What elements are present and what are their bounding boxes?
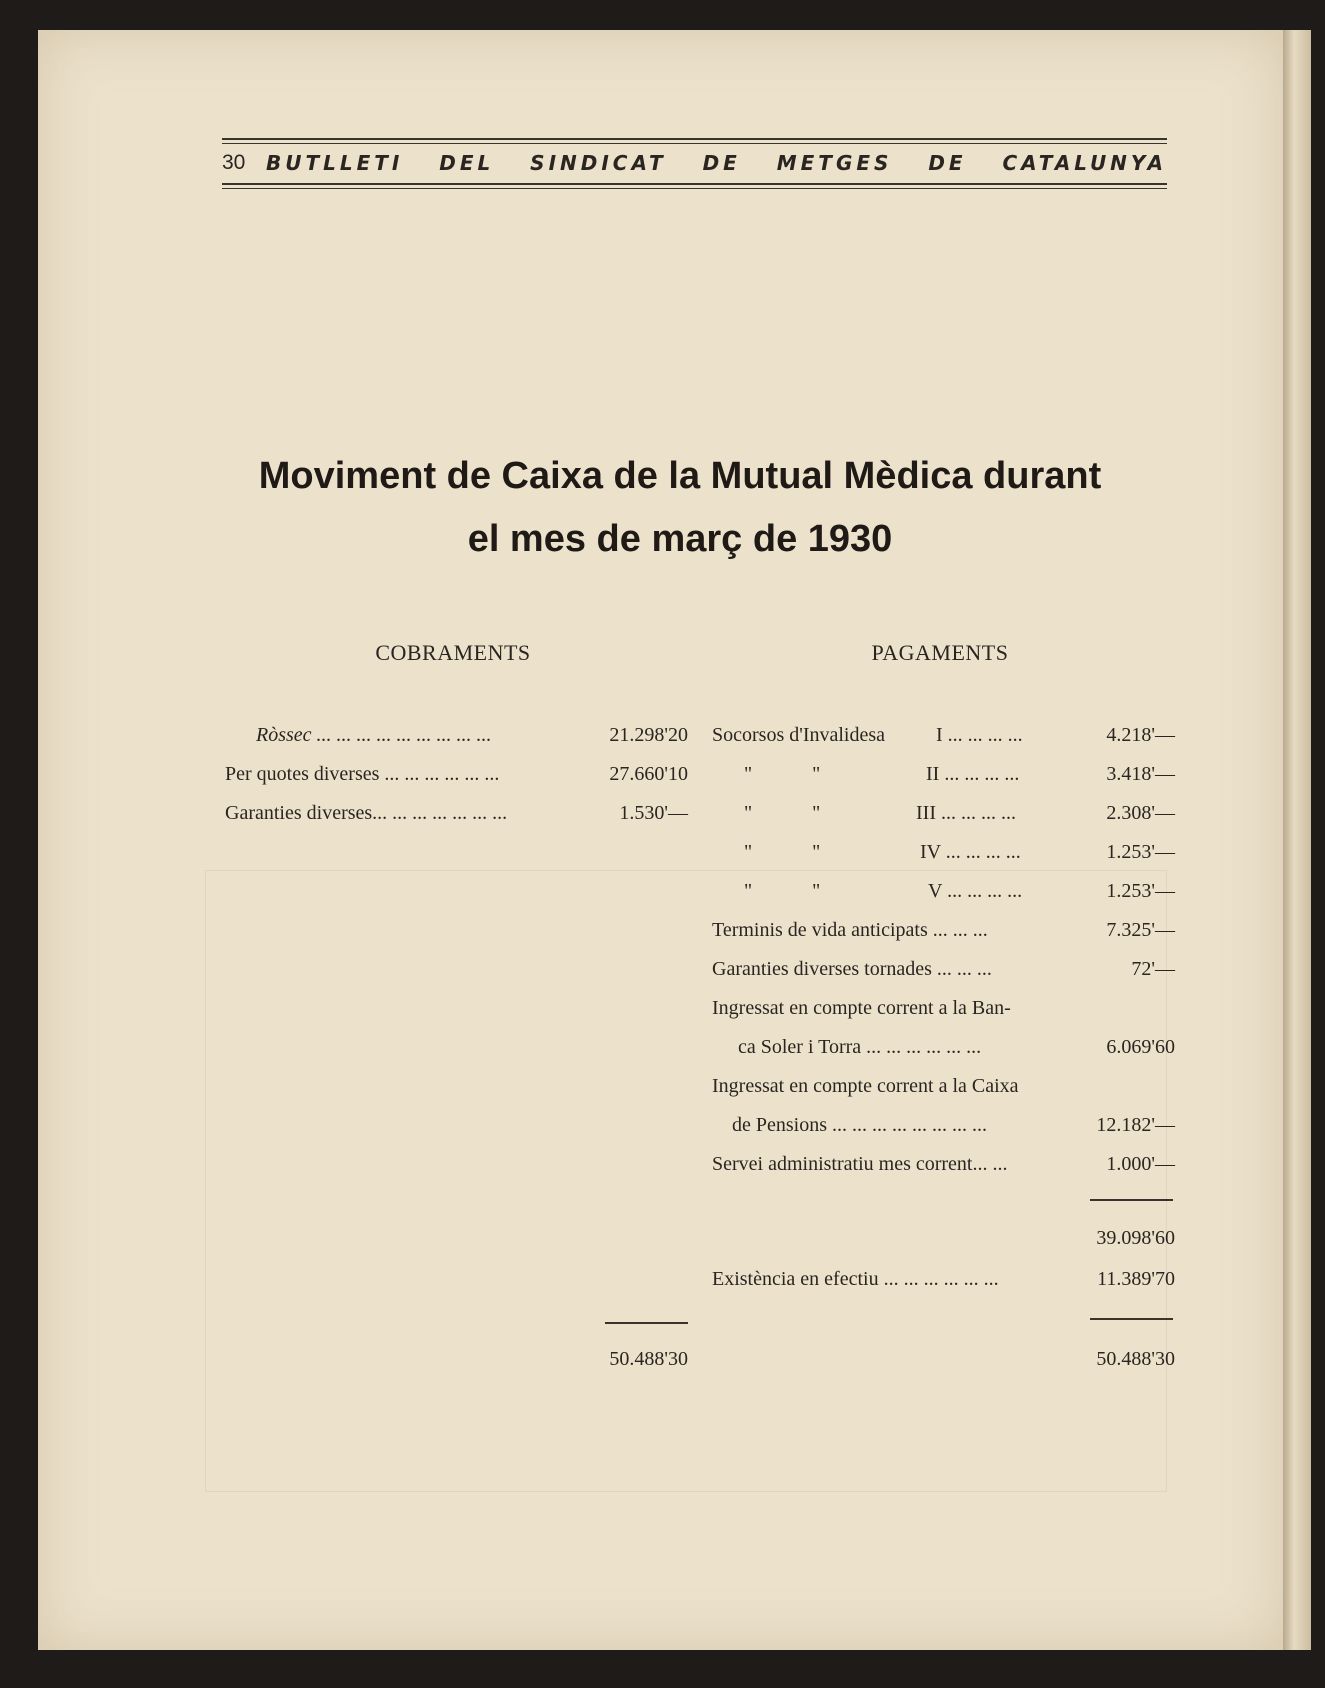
pagaments-total: 50.488'30 bbox=[1096, 1348, 1175, 1370]
page-title-line-1: Moviment de Caixa de la Mutual Mèdica durant bbox=[258, 455, 1102, 497]
pagaments-amount: 2.308'— bbox=[1106, 802, 1175, 824]
cobraments-label: Garanties diverses... ... ... ... ... ... ... bbox=[225, 802, 508, 824]
pagaments-amount: 7.325'— bbox=[1106, 919, 1175, 941]
existencia-label: Existència en efectiu ... ... ... ... ... ... bbox=[712, 1268, 999, 1290]
cobraments-label: Per quotes diverses ... ... ... ... ... ... bbox=[225, 763, 500, 785]
pagaments-amount: 4.218'— bbox=[1106, 724, 1175, 746]
header-rule-bottom-2 bbox=[222, 188, 1167, 189]
pagaments-label: Garanties diverses tornades ... ... ... bbox=[712, 958, 992, 980]
running-title-word: DE bbox=[928, 151, 967, 175]
header-rule-bottom bbox=[222, 183, 1167, 185]
pagaments-grade: V ... ... ... ... bbox=[928, 880, 1023, 902]
pagaments-label: ca Soler i Torra ... ... ... ... ... ... bbox=[738, 1036, 982, 1058]
pagaments-amount: 1.253'— bbox=[1106, 841, 1175, 863]
pagaments-label: de Pensions ... ... ... ... ... ... ... ... bbox=[732, 1114, 987, 1136]
pagaments-amount: 72'— bbox=[1131, 958, 1175, 980]
pagaments-subtotal-rule bbox=[1090, 1199, 1173, 1201]
pagaments-amount: 6.069'60 bbox=[1106, 1036, 1175, 1058]
running-title-word: DE bbox=[702, 151, 741, 175]
cobraments-amount: 21.298'20 bbox=[609, 724, 688, 746]
pagaments-amount: 1.000'— bbox=[1106, 1153, 1175, 1175]
pagaments-heading: PAGAMENTS bbox=[871, 640, 1009, 665]
pagaments-subtotal: 39.098'60 bbox=[1096, 1227, 1175, 1249]
pagaments-label: Ingressat en compte corrent a la Caixa bbox=[712, 1075, 1019, 1097]
pagaments-grade: IV ... ... ... ... bbox=[920, 841, 1021, 863]
pagaments-label: Servei administratiu mes corrent... ... bbox=[712, 1153, 1008, 1175]
pagaments-amount: 3.418'— bbox=[1106, 763, 1175, 785]
pagaments-label: Terminis de vida anticipats ... ... ... bbox=[712, 919, 988, 941]
running-title-word: CATALUNYA bbox=[1002, 151, 1167, 175]
book-spine bbox=[1283, 30, 1311, 1650]
pagaments-total-rule bbox=[1090, 1318, 1173, 1320]
page-number: 30 bbox=[222, 151, 246, 174]
cobraments-total: 50.488'30 bbox=[609, 1348, 688, 1370]
cobraments-heading: COBRAMENTS bbox=[375, 640, 531, 665]
pagaments-ditto: " " bbox=[744, 880, 821, 902]
cobraments-amount: 1.530'— bbox=[619, 802, 688, 824]
running-title-word: METGES bbox=[776, 151, 893, 175]
existencia-amount: 11.389'70 bbox=[1097, 1268, 1175, 1290]
pagaments-grade: I ... ... ... ... bbox=[936, 724, 1023, 746]
pagaments-ditto: " " bbox=[744, 841, 821, 863]
header-rule-top bbox=[222, 138, 1167, 140]
running-title-word: DEL bbox=[439, 151, 495, 175]
running-title-word: SINDICAT bbox=[530, 151, 667, 175]
show-through-shadow bbox=[205, 870, 1167, 1492]
pagaments-ditto: " " bbox=[744, 802, 821, 824]
pagaments-ditto: " " bbox=[744, 763, 821, 785]
running-title bbox=[266, 151, 1167, 175]
running-header bbox=[222, 148, 1167, 178]
pagaments-amount: 1.253'— bbox=[1106, 880, 1175, 902]
pagaments-grade: III ... ... ... ... bbox=[916, 802, 1016, 824]
pagaments-amount: 12.182'— bbox=[1096, 1114, 1175, 1136]
cobraments-label: Ròssec ... ... ... ... ... ... ... ... ... bbox=[256, 724, 492, 746]
header-rule-top-2 bbox=[222, 143, 1167, 144]
pagaments-label: Socorsos d'Invalidesa bbox=[712, 724, 886, 746]
pagaments-label: Ingressat en compte corrent a la Ban- bbox=[712, 997, 1011, 1019]
running-title-word: BUTLLETI bbox=[266, 151, 404, 175]
cobraments-amount: 27.660'10 bbox=[609, 763, 688, 785]
pagaments-grade: II ... ... ... ... bbox=[926, 763, 1020, 785]
cobraments-total-rule bbox=[605, 1322, 688, 1324]
page-title-line-2: el mes de març de 1930 bbox=[467, 518, 893, 560]
